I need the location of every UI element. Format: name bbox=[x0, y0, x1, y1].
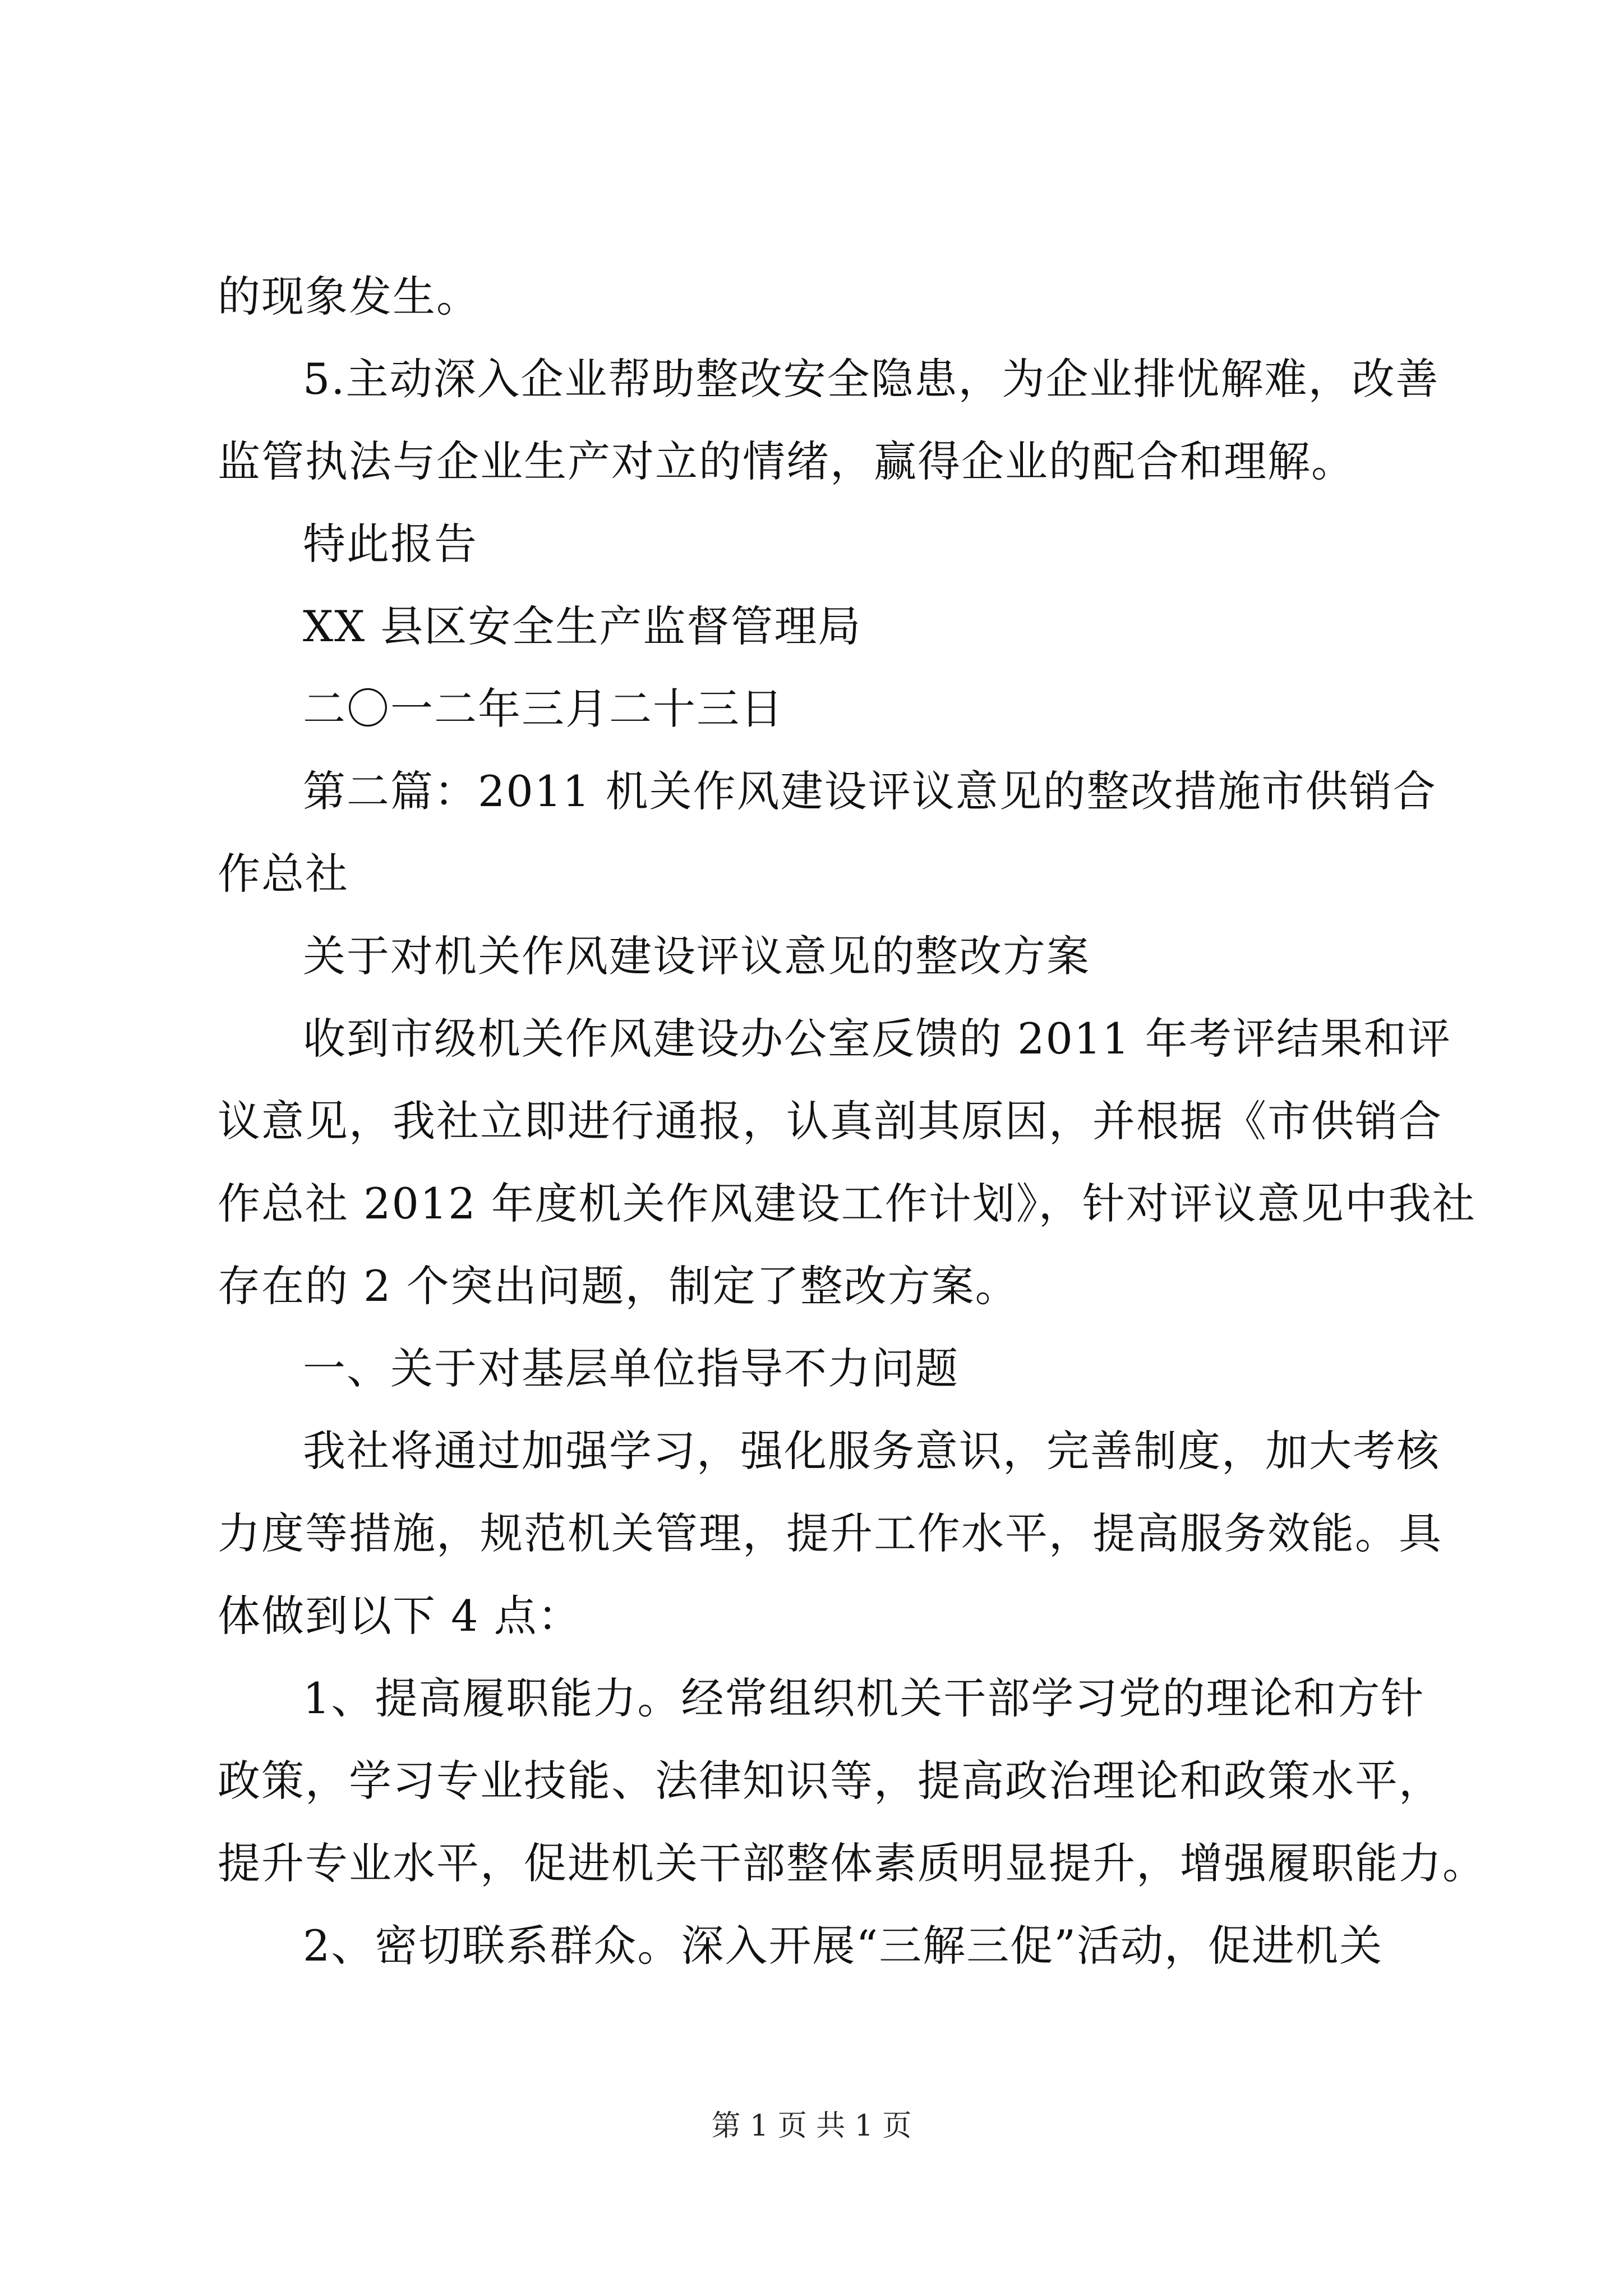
document-body bbox=[218, 255, 1486, 1987]
text-line: 力度等措施，规范机关管理，提升工作水平，提高服务效能。具 bbox=[218, 1508, 1442, 1558]
text-line: 1、提高履职能力。经常组织机关干部学习党的理论和方针 bbox=[303, 1673, 1425, 1723]
text-line: 提升专业水平，促进机关干部整体素质明显提升，增强履职能力。 bbox=[218, 1838, 1486, 1888]
text-line: 作总社 2012 年度机关作风建设工作计划》，针对评议意见中我社 bbox=[218, 1179, 1476, 1228]
text-line: 的现象发生。 bbox=[218, 272, 480, 321]
text-line: 收到市级机关作风建设办公室反馈的 2011 年考评结果和评 bbox=[303, 1014, 1451, 1064]
text-line: 2、密切联系群众。深入开展“三解三促”活动，促进机关 bbox=[303, 1921, 1384, 1971]
text-line: 作总社 bbox=[218, 849, 349, 899]
text-line: XX 县区安全生产监督管理局 bbox=[303, 601, 862, 651]
text-line: 体做到以下 4 点： bbox=[218, 1591, 582, 1641]
text-line: 5.主动深入企业帮助整改安全隐患，为企业排忧解难，改善 bbox=[303, 354, 1440, 404]
text-line: 我社将通过加强学习，强化服务意识，完善制度，加大考核 bbox=[303, 1426, 1440, 1476]
text-line: 关于对机关作风建设评议意见的整改方案 bbox=[303, 931, 1090, 981]
text-line: 存在的 2 个突出问题，制定了整改方案。 bbox=[218, 1261, 1019, 1311]
text-line: 第二篇：2011 机关作风建设评议意见的整改措施市供销合 bbox=[303, 766, 1437, 816]
text-line: 二〇一二年三月二十三日 bbox=[303, 684, 784, 734]
text-line: 监管执法与企业生产对立的情绪，赢得企业的配合和理解。 bbox=[218, 436, 1355, 486]
text-line: 政策，学习专业技能、法律知识等，提高政治理论和政策水平， bbox=[218, 1756, 1442, 1806]
text-line: 议意见，我社立即进行通报，认真剖其原因，并根据《市供销合 bbox=[218, 1096, 1442, 1146]
text-line: 一、关于对基层单位指导不力问题 bbox=[303, 1343, 959, 1393]
page-number-label: 第 1 页 共 1 页 bbox=[711, 2109, 912, 2143]
text-line: 特此报告 bbox=[303, 519, 478, 569]
page-footer bbox=[0, 2106, 1623, 2146]
